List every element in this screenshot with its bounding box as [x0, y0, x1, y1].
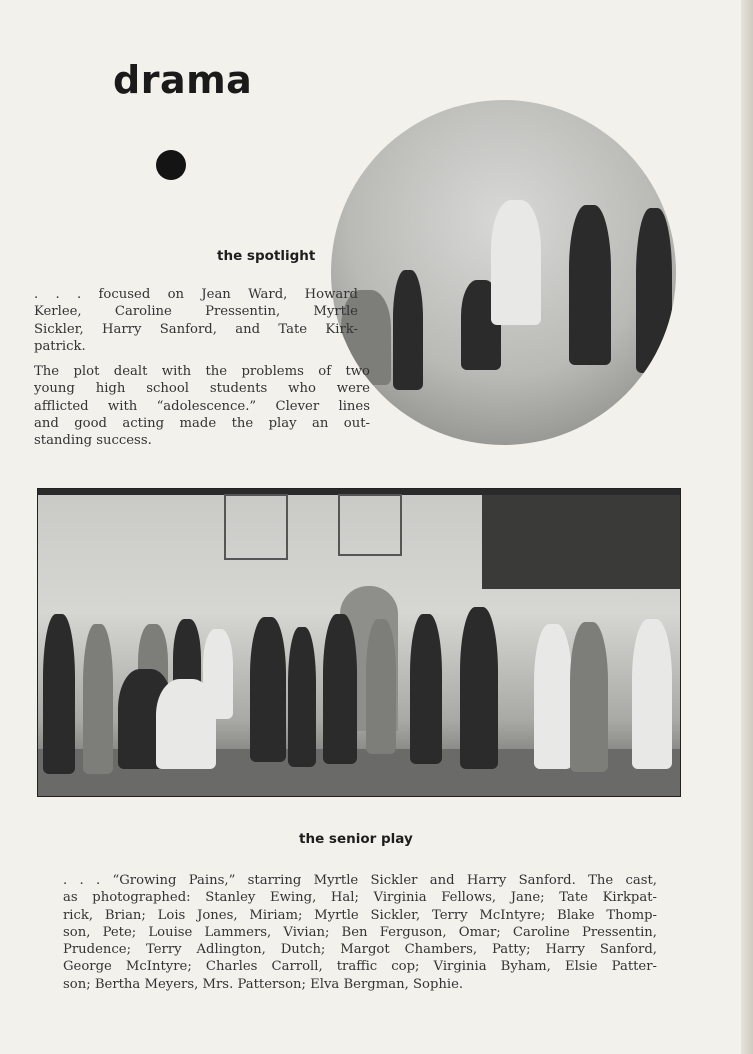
bullet-dot — [156, 150, 186, 180]
spotlight-paragraph-2: The plot dealt with the problems of two young high school students who were afflicted with “adolescence.” Clever lines and good acting made the play an out- standing success. — [34, 364, 370, 449]
senior-play-photo — [37, 488, 681, 797]
senior-play-paragraph: . . . “Growing Pains,” starring Myrtle Sickler and Harry Sanford. The cast, as photographed: Stanley Ewing, Hal; Virginia Fellows, Jane; Tate Kirkpat- rick, Brian; Lois Jones, Miriam; Myrtle Sickler, Terry McIntyre; Blake Thomp- son, Pete; Louise Lammers, Vivian; Ben Ferguson, Omar; Caroline Pressentin, Prudence; Terry Adlington, Dutch; Margot Chambers, Patty; Harry Sanford, George McIntyre; Charles Carroll, traffic cop; Virginia Byham, Elsie Patter- son; Bertha Meyers, Mrs. Patterson; Elva Bergman, Sophie. — [63, 873, 657, 992]
spotlight-heading: the spotlight — [217, 248, 316, 264]
spotlight-photo — [331, 100, 676, 445]
page-edge — [741, 0, 753, 1054]
page-title: drama — [113, 58, 253, 102]
spotlight-paragraph-1: . . . focused on Jean Ward, Howard Kerlee, Caroline Pressentin, Myrtle Sickler, Harry Sanford, and Tate Kirk- patrick. — [34, 287, 358, 354]
senior-play-heading: the senior play — [299, 831, 413, 847]
